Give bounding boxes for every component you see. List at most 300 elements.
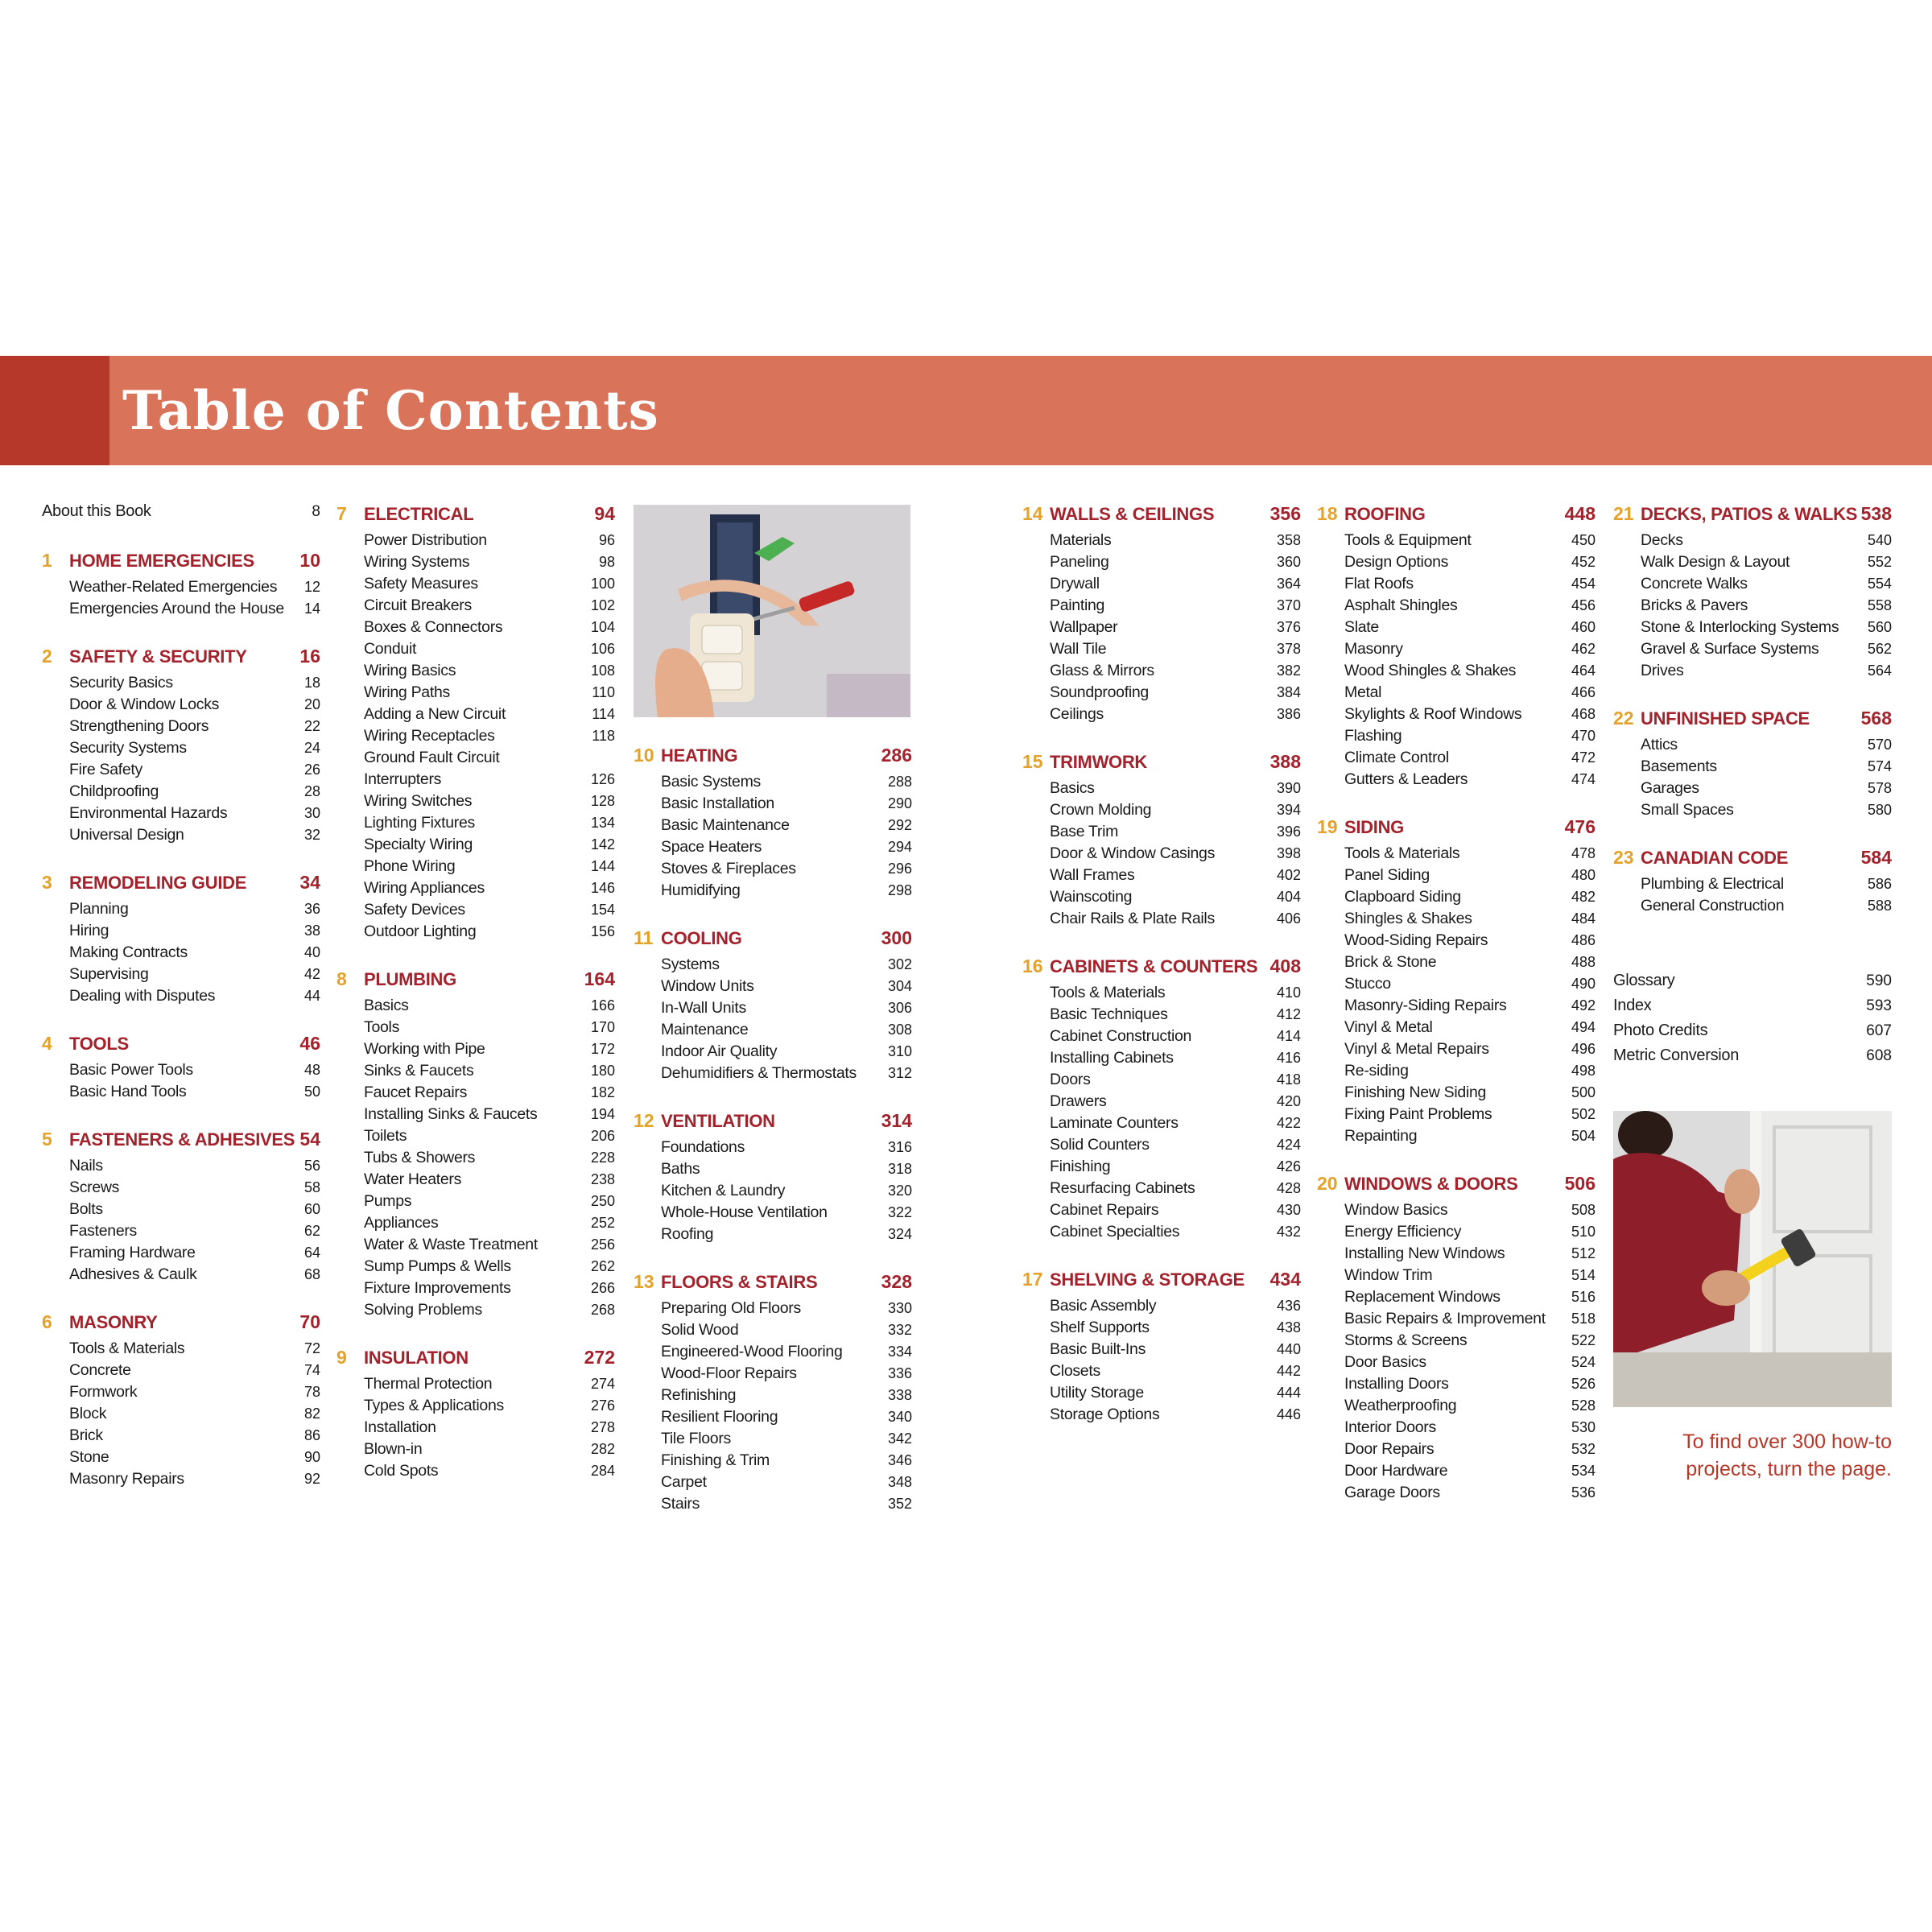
- entry-page-number: 370: [1274, 595, 1301, 617]
- entry-title: Tools & Materials: [69, 1340, 185, 1357]
- entry-page-number: 464: [1568, 660, 1596, 682]
- entry-page-number: 142: [588, 834, 615, 856]
- toc-entry: [336, 1395, 615, 1417]
- entry-page-number: 308: [885, 1019, 912, 1041]
- entry-title: Making Contracts: [69, 943, 188, 961]
- toc-entry: [634, 880, 912, 902]
- entry-page-number: 8: [308, 499, 320, 524]
- toc-entry: [42, 898, 320, 920]
- toc-entry: [42, 964, 320, 985]
- entry-page-number: 82: [301, 1403, 320, 1425]
- toc-entry: [634, 1063, 912, 1084]
- chapter-number: 13: [634, 1271, 654, 1292]
- entry-title: Space Heaters: [661, 838, 762, 856]
- chapter-title: INSULATION: [364, 1348, 469, 1368]
- entry-title: Types & Applications: [364, 1397, 504, 1414]
- chapter-title: WINDOWS & DOORS: [1344, 1174, 1518, 1194]
- chapter-title: SAFETY & SECURITY: [69, 646, 247, 667]
- toc-entry: [1317, 908, 1596, 930]
- toc-entry: [1317, 1482, 1596, 1504]
- toc-entry: [634, 976, 912, 997]
- entry-title: Roofing: [661, 1225, 714, 1243]
- chapter-number: 15: [1022, 751, 1043, 772]
- entry-title: Outdoor Lighting: [364, 923, 477, 940]
- toc-entry: [336, 617, 615, 638]
- entry-title: Wood-Siding Repairs: [1344, 931, 1488, 949]
- entry-title: Basic Repairs & Improvement: [1344, 1310, 1546, 1327]
- toc-entry: [42, 759, 320, 781]
- entry-page-number: 590: [1863, 968, 1892, 993]
- toc-entry: [42, 824, 320, 846]
- chapter-section: [42, 868, 320, 1007]
- entry-title: Small Spaces: [1641, 801, 1734, 819]
- chapter-page-number: 46: [296, 1029, 320, 1059]
- toc-entry: [1317, 1330, 1596, 1352]
- entry-page-number: 442: [1274, 1360, 1301, 1382]
- entry-title: Resurfacing Cabinets: [1050, 1179, 1195, 1197]
- entry-page-number: 410: [1274, 982, 1301, 1004]
- toc-entry: [336, 530, 615, 551]
- entry-title: Basic Systems: [661, 773, 761, 791]
- entry-page-number: 514: [1568, 1265, 1596, 1286]
- entry-page-number: 282: [588, 1439, 615, 1460]
- toc-entry: [1022, 1134, 1301, 1156]
- entry-page-number: 14: [301, 598, 320, 620]
- chapter-title: ELECTRICAL: [364, 504, 474, 524]
- entry-title: Chair Rails & Plate Rails: [1050, 910, 1215, 927]
- entry-title: Emergencies Around the House: [69, 600, 284, 617]
- toc-entry: [1022, 1295, 1301, 1317]
- toc-entry: [42, 920, 320, 942]
- entry-page-number: 32: [301, 824, 320, 846]
- toc-entry: [42, 1199, 320, 1220]
- entry-title: Window Units: [661, 977, 754, 995]
- toc-entry: [42, 1059, 320, 1081]
- entry-title: Tools & Equipment: [1344, 531, 1472, 549]
- toc-entry: [42, 1338, 320, 1360]
- chapter-title: PLUMBING: [364, 969, 456, 989]
- toc-entry: [336, 1038, 615, 1060]
- entry-page-number: 424: [1274, 1134, 1301, 1156]
- entry-title: Repainting: [1344, 1127, 1418, 1145]
- entry-title: Planning: [69, 900, 129, 918]
- entry-page-number: 294: [885, 836, 912, 858]
- entry-title: Panel Siding: [1344, 866, 1430, 884]
- entry-title: Cold Spots: [364, 1462, 439, 1480]
- chapter-heading: [42, 1125, 320, 1154]
- entry-page-number: 78: [301, 1381, 320, 1403]
- entry-title: Interrupters: [364, 770, 442, 788]
- callout-line-1: To find over 300 how-to: [1682, 1430, 1892, 1453]
- entry-page-number: 574: [1864, 756, 1892, 778]
- entry-title: Humidifying: [661, 881, 741, 899]
- entry-page-number: 304: [885, 976, 912, 997]
- toc-entry: [1613, 551, 1892, 573]
- chapter-section: [634, 923, 912, 1084]
- entry-page-number: 562: [1864, 638, 1892, 660]
- entry-page-number: 358: [1274, 530, 1301, 551]
- entry-page-number: 482: [1568, 886, 1596, 908]
- entry-title: Security Systems: [69, 739, 187, 757]
- toc-entry: [336, 995, 615, 1017]
- toc-entry: [1317, 769, 1596, 791]
- entry-page-number: 580: [1864, 799, 1892, 821]
- entry-title: Strengthening Doors: [69, 717, 209, 735]
- chapter-number: 4: [42, 1033, 52, 1054]
- entry-page-number: 510: [1568, 1221, 1596, 1243]
- entry-title: Paneling: [1050, 553, 1109, 571]
- entry-title: Soundproofing: [1050, 683, 1149, 701]
- toc-entry: [336, 747, 615, 769]
- toc-entry: [1022, 1047, 1301, 1069]
- entry-page-number: 516: [1568, 1286, 1596, 1308]
- entry-title: Dehumidifiers & Thermostats: [661, 1064, 857, 1082]
- chapter-title: FASTENERS & ADHESIVES: [69, 1129, 295, 1150]
- entry-title: Replacement Windows: [1344, 1288, 1501, 1306]
- toc-entry: [1317, 1243, 1596, 1265]
- toc-entry: [42, 1177, 320, 1199]
- toc-entry: [336, 682, 615, 704]
- entry-page-number: 460: [1568, 617, 1596, 638]
- toc-entry: [336, 769, 615, 791]
- toc-column-3: [634, 741, 912, 1537]
- entry-page-number: 102: [588, 595, 615, 617]
- chapter-title: CABINETS & COUNTERS: [1050, 956, 1258, 976]
- entry-title: Flat Roofs: [1344, 575, 1414, 592]
- entry-title: Ground Fault Circuit: [364, 749, 500, 766]
- entry-page-number: 560: [1864, 617, 1892, 638]
- entry-page-number: 36: [301, 898, 320, 920]
- toc-entry: [634, 858, 912, 880]
- entry-page-number: 194: [588, 1104, 615, 1125]
- chapter-title: REMODELING GUIDE: [69, 873, 247, 893]
- entry-title: Wiring Systems: [364, 553, 470, 571]
- entry-title: Specialty Wiring: [364, 836, 473, 853]
- entry-title: Crown Molding: [1050, 801, 1152, 819]
- toc-entry: [1317, 1199, 1596, 1221]
- toc-entry: [1317, 973, 1596, 995]
- entry-title: Closets: [1050, 1362, 1100, 1380]
- entry-title: Gravel & Surface Systems: [1641, 640, 1819, 658]
- entry-page-number: 412: [1274, 1004, 1301, 1026]
- entry-title: Finishing: [1050, 1158, 1111, 1175]
- toc-entry: [1022, 886, 1301, 908]
- entry-page-number: 40: [301, 942, 320, 964]
- chapter-number: 3: [42, 872, 52, 893]
- entry-title: Solid Wood: [661, 1321, 739, 1339]
- entry-title: Stoves & Fireplaces: [661, 860, 796, 877]
- entry-title: Concrete: [69, 1361, 131, 1379]
- chapter-title: HOME EMERGENCIES: [69, 551, 254, 571]
- entry-page-number: 466: [1568, 682, 1596, 704]
- toc-entry: [1022, 595, 1301, 617]
- entry-page-number: 384: [1274, 682, 1301, 704]
- entry-page-number: 470: [1568, 725, 1596, 747]
- entry-title: Concrete Walks: [1641, 575, 1748, 592]
- entry-title: Basic Built-Ins: [1050, 1340, 1146, 1358]
- entry-page-number: 278: [588, 1417, 615, 1439]
- entry-title: Formwork: [69, 1383, 138, 1401]
- entry-title: Installation: [364, 1418, 436, 1436]
- chapter-title: COOLING: [661, 928, 742, 948]
- toc-entry: [42, 781, 320, 803]
- entry-title: Stone & Interlocking Systems: [1641, 618, 1839, 636]
- entry-title: Base Trim: [1050, 823, 1119, 840]
- door-repair-photo: [1613, 1111, 1892, 1407]
- chapter-number: 20: [1317, 1173, 1338, 1194]
- entry-page-number: 450: [1568, 530, 1596, 551]
- chapter-title: WALLS & CEILINGS: [1050, 504, 1215, 524]
- entry-title: Solid Counters: [1050, 1136, 1150, 1154]
- entry-page-number: 456: [1568, 595, 1596, 617]
- entry-title: Power Distribution: [364, 531, 487, 549]
- chapter-heading: [1613, 843, 1892, 873]
- toc-entry: [1317, 1017, 1596, 1038]
- entry-page-number: 526: [1568, 1373, 1596, 1395]
- toc-entry: [1317, 1038, 1596, 1060]
- chapter-heading: [634, 923, 912, 953]
- entry-page-number: 306: [885, 997, 912, 1019]
- entry-page-number: 416: [1274, 1047, 1301, 1069]
- toc-entry: [336, 595, 615, 617]
- toc-entry: [634, 1406, 912, 1428]
- toc-entry: [42, 1468, 320, 1490]
- entry-title: Wall Frames: [1050, 866, 1135, 884]
- toc-entry: [42, 694, 320, 716]
- toc-entry: [336, 1147, 615, 1169]
- toc-entry: [634, 1298, 912, 1319]
- entry-page-number: 134: [588, 812, 615, 834]
- chapter-number: 22: [1613, 708, 1634, 729]
- toc-entry: [1613, 530, 1892, 551]
- chapter-title: HEATING: [661, 745, 738, 766]
- toc-entry: [336, 791, 615, 812]
- entry-page-number: 432: [1274, 1221, 1301, 1243]
- entry-page-number: 394: [1274, 799, 1301, 821]
- chapter-page-number: 272: [581, 1343, 615, 1373]
- toc-entry: [634, 1472, 912, 1493]
- toc-entry: [1317, 573, 1596, 595]
- entry-title: Bolts: [69, 1200, 103, 1218]
- entry-title: Design Options: [1344, 553, 1449, 571]
- toc-entry: [1022, 551, 1301, 573]
- entry-page-number: 446: [1274, 1404, 1301, 1426]
- toc-entry: [1613, 595, 1892, 617]
- entry-page-number: 276: [588, 1395, 615, 1417]
- entry-page-number: 238: [588, 1169, 615, 1191]
- entry-title: Tubs & Showers: [364, 1149, 476, 1166]
- toc-entry: [1022, 865, 1301, 886]
- entry-page-number: 90: [301, 1447, 320, 1468]
- chapter-heading: [1613, 499, 1892, 529]
- toc-entry: [336, 551, 615, 573]
- entry-title: Basements: [1641, 758, 1717, 775]
- chapter-page-number: 476: [1562, 812, 1596, 842]
- toc-entry: [1317, 1104, 1596, 1125]
- entry-title: Pumps: [364, 1192, 412, 1210]
- misc-section: [42, 499, 320, 524]
- entry-title: Metal: [1344, 683, 1382, 701]
- toc-column-5: [1317, 499, 1596, 1525]
- entry-title: Lighting Fixtures: [364, 814, 475, 832]
- toc-column-2: [336, 499, 615, 1504]
- entry-page-number: 48: [301, 1059, 320, 1081]
- entry-page-number: 104: [588, 617, 615, 638]
- toc-entry: [42, 1381, 320, 1403]
- entry-title: Interior Doors: [1344, 1418, 1436, 1436]
- entry-title: Stucco: [1344, 975, 1391, 993]
- toc-entry: [42, 803, 320, 824]
- entry-title: Environmental Hazards: [69, 804, 228, 822]
- entry-title: Supervising: [69, 965, 149, 983]
- chapter-number: 12: [634, 1110, 654, 1131]
- chapter-heading: [336, 964, 615, 994]
- misc-section: [1613, 968, 1892, 1068]
- entry-page-number: 364: [1274, 573, 1301, 595]
- entry-page-number: 144: [588, 856, 615, 877]
- chapter-number: 10: [634, 745, 654, 766]
- toc-entry: [336, 1373, 615, 1395]
- entry-page-number: 170: [588, 1017, 615, 1038]
- entry-page-number: 44: [301, 985, 320, 1007]
- chapter-page-number: 388: [1267, 747, 1301, 777]
- entry-page-number: 402: [1274, 865, 1301, 886]
- chapter-section: [42, 1029, 320, 1103]
- chapter-title: SHELVING & STORAGE: [1050, 1269, 1245, 1290]
- toc-entry: [1317, 1395, 1596, 1417]
- chapter-page-number: 300: [878, 923, 912, 953]
- entry-title: Vinyl & Metal: [1344, 1018, 1433, 1036]
- entry-title: Conduit: [364, 640, 417, 658]
- toc-entry: [336, 573, 615, 595]
- entry-page-number: 536: [1568, 1482, 1596, 1504]
- entry-page-number: 180: [588, 1060, 615, 1082]
- chapter-title: CANADIAN CODE: [1641, 848, 1789, 868]
- entry-page-number: 56: [301, 1155, 320, 1177]
- chapter-heading: [1317, 812, 1596, 842]
- toc-entry: [1317, 747, 1596, 769]
- entry-page-number: 96: [596, 530, 615, 551]
- entry-title: Dealing with Disputes: [69, 987, 216, 1005]
- entry-page-number: 508: [1568, 1199, 1596, 1221]
- entry-title: Climate Control: [1344, 749, 1449, 766]
- entry-title: Screws: [69, 1179, 120, 1196]
- entry-page-number: 558: [1864, 595, 1892, 617]
- chapter-title: MASONRY: [69, 1312, 158, 1332]
- entry-title: Shelf Supports: [1050, 1319, 1150, 1336]
- entry-title: Basic Maintenance: [661, 816, 790, 834]
- toc-entry: [1317, 638, 1596, 660]
- chapter-section: [1613, 843, 1892, 917]
- toc-entry: [634, 771, 912, 793]
- entry-title: Cabinet Repairs: [1050, 1201, 1159, 1219]
- entry-title: Appliances: [364, 1214, 439, 1232]
- entry-page-number: 338: [885, 1385, 912, 1406]
- entry-page-number: 430: [1274, 1199, 1301, 1221]
- electrical-wiring-photo: [634, 505, 910, 717]
- entry-page-number: 302: [885, 954, 912, 976]
- toc-entry: [1022, 821, 1301, 843]
- toc-entry: [634, 1137, 912, 1158]
- entry-page-number: 452: [1568, 551, 1596, 573]
- toc-entry: [336, 1060, 615, 1082]
- entry-title: Index: [1613, 997, 1652, 1014]
- entry-page-number: 68: [301, 1264, 320, 1286]
- entry-title: Adhesives & Caulk: [69, 1265, 197, 1283]
- entry-page-number: 320: [885, 1180, 912, 1202]
- chapter-section: [42, 642, 320, 846]
- toc-entry: [1022, 682, 1301, 704]
- toc-entry: [336, 1104, 615, 1125]
- entry-title: Plumbing & Electrical: [1641, 875, 1784, 893]
- toc-entry: [1317, 725, 1596, 747]
- toc-entry: [336, 1212, 615, 1234]
- entry-page-number: 346: [885, 1450, 912, 1472]
- toc-entry: [336, 899, 615, 921]
- chapter-number: 8: [336, 968, 347, 989]
- toc-entry: [336, 1169, 615, 1191]
- chapter-page-number: 34: [296, 868, 320, 898]
- entry-title: Universal Design: [69, 826, 184, 844]
- entry-title: Hiring: [69, 922, 109, 939]
- entry-title: Wiring Paths: [364, 683, 450, 701]
- toc-entry: [1022, 1156, 1301, 1178]
- toc-entry: [42, 598, 320, 620]
- entry-title: Security Basics: [69, 674, 173, 691]
- toc-entry: [1022, 1069, 1301, 1091]
- entry-title: Circuit Breakers: [364, 597, 472, 614]
- chapter-number: 21: [1613, 503, 1634, 524]
- toc-entry: [1022, 843, 1301, 865]
- entry-page-number: 20: [301, 694, 320, 716]
- entry-title: Whole-House Ventilation: [661, 1203, 828, 1221]
- chapter-section: [42, 1125, 320, 1286]
- entry-page-number: 586: [1864, 873, 1892, 895]
- chapter-title: FLOORS & STAIRS: [661, 1272, 818, 1292]
- toc-entry: [336, 856, 615, 877]
- toc-entry: [1022, 660, 1301, 682]
- entry-page-number: 26: [301, 759, 320, 781]
- entry-title: Water Heaters: [364, 1170, 462, 1188]
- chapter-title: TOOLS: [69, 1034, 129, 1054]
- toc-entry: [1317, 995, 1596, 1017]
- entry-title: Masonry: [1344, 640, 1403, 658]
- toc-column-4: [1022, 499, 1301, 1447]
- chapter-title: DECKS, PATIOS & WALKS: [1641, 504, 1858, 524]
- entry-page-number: 438: [1274, 1317, 1301, 1339]
- toc-entry: [42, 1155, 320, 1177]
- entry-page-number: 92: [301, 1468, 320, 1490]
- toc-entry: [1022, 1382, 1301, 1404]
- toc-entry: [1022, 617, 1301, 638]
- toc-entry: [42, 1264, 320, 1286]
- entry-page-number: 436: [1274, 1295, 1301, 1317]
- toc-entry: [336, 660, 615, 682]
- toc-entry: [336, 1082, 615, 1104]
- chapter-heading: [634, 741, 912, 770]
- entry-title: Baths: [661, 1160, 700, 1178]
- toc-entry: [1022, 1221, 1301, 1243]
- entry-title: Door Basics: [1344, 1353, 1426, 1371]
- toc-entry: [336, 1460, 615, 1482]
- entry-page-number: 166: [588, 995, 615, 1017]
- entry-title: Bricks & Pavers: [1641, 597, 1748, 614]
- entry-title: Weather-Related Emergencies: [69, 578, 278, 596]
- toc-entry: [1613, 756, 1892, 778]
- chapter-page-number: 568: [1858, 704, 1892, 733]
- entry-title: Wiring Basics: [364, 662, 456, 679]
- entry-title: Asphalt Shingles: [1344, 597, 1458, 614]
